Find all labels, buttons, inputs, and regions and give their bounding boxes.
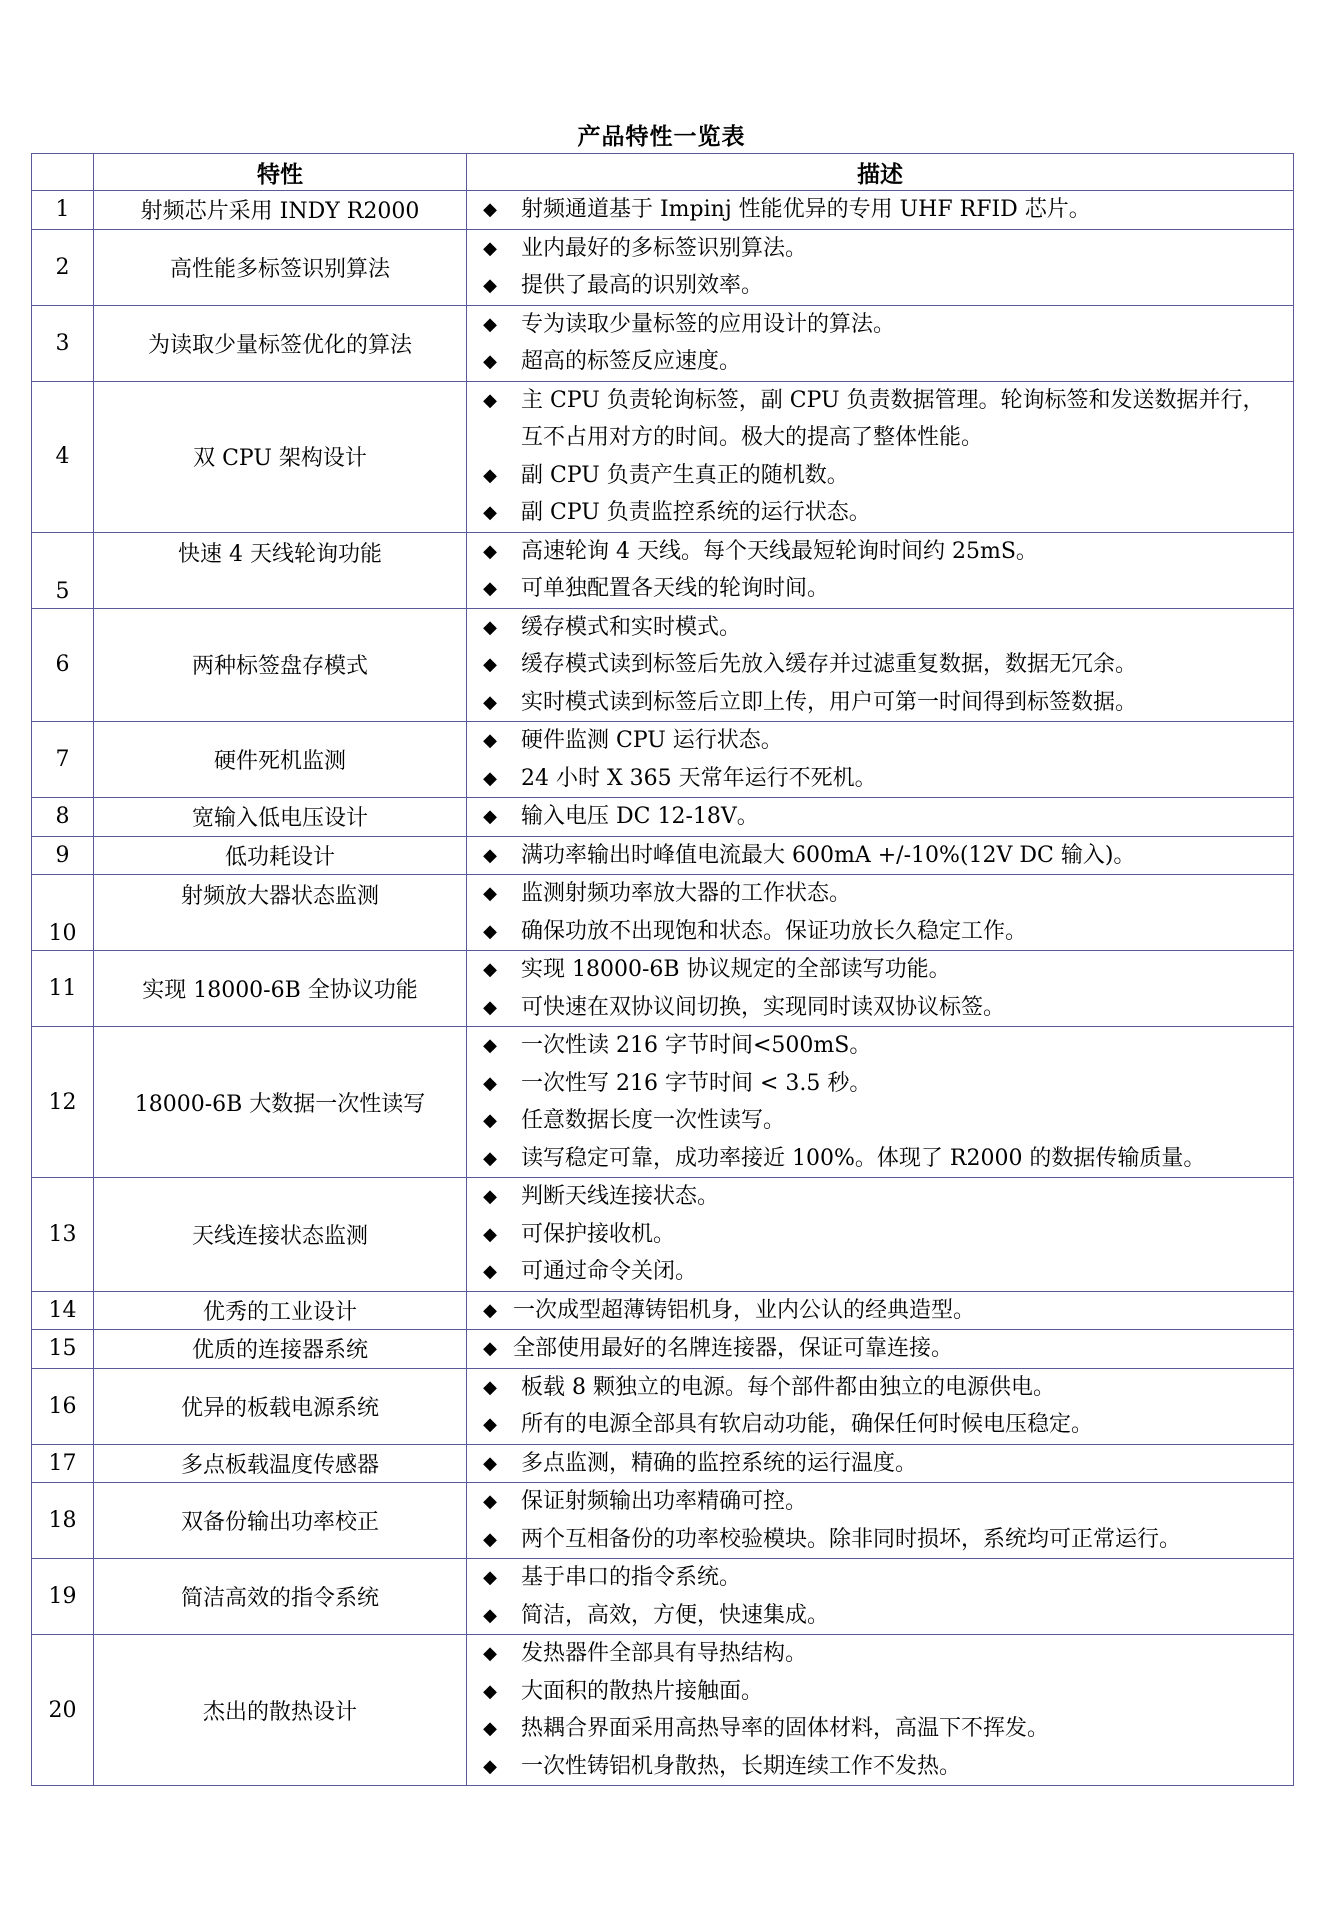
row-number: 1 (32, 191, 94, 230)
description-item (467, 191, 1293, 229)
bullet-diamond-icon: ◆ (483, 1604, 497, 1626)
table-row (32, 1027, 1294, 1178)
bullet-diamond-icon: ◆ (483, 1110, 497, 1131)
description-text: 多点监测，精确的监控系统的运行温度。 (521, 1450, 918, 1476)
description-item (467, 1710, 1293, 1748)
bullet-diamond-icon: ◆ (483, 1680, 497, 1702)
feature-cell: 18000-6B 大数据一次性读写 (94, 1027, 467, 1178)
table-row (32, 305, 1294, 381)
row-number: 15 (32, 1330, 94, 1369)
bullet-diamond-icon: ◆ (483, 1567, 497, 1588)
description-text: 保证射频输出功率精确可控。 (521, 1489, 808, 1514)
description-item (467, 267, 1293, 305)
description-text: 可单独配置各天线的轮询时间。 (521, 576, 830, 601)
description-item (467, 646, 1293, 684)
description-item (467, 1027, 1293, 1065)
feature-cell: 简洁高效的指令系统 (94, 1559, 467, 1635)
description-text: 板载 8 颗独立的电源。每个部件都由独立的电源供电。 (521, 1374, 1055, 1400)
bullet-diamond-icon: ◆ (483, 540, 497, 562)
header-number (32, 154, 94, 191)
feature-cell: 双备份输出功率校正 (94, 1483, 467, 1559)
bullet-diamond-icon: ◆ (483, 616, 497, 638)
description-cell (467, 1330, 1294, 1369)
description-text: 主 CPU 负责轮询标签，副 CPU 负责数据管理。轮询标签和发送数据并行，互不占用对方的时间。极大的提高了整体性能。 (521, 387, 1265, 450)
bullet-diamond-icon: ◆ (483, 1338, 497, 1359)
description-text: 全部使用最好的名牌连接器，保证可靠连接。 (513, 1336, 954, 1361)
description-item (467, 875, 1293, 913)
feature-cell: 宽输入低电压设计 (94, 798, 467, 837)
description-item (467, 1406, 1293, 1444)
description-item (467, 306, 1293, 344)
feature-cell: 双 CPU 架构设计 (94, 381, 467, 532)
bullet-diamond-icon: ◆ (483, 199, 497, 220)
table-row (32, 381, 1294, 532)
description-text: 缓存模式读到标签后先放入缓存并过滤重复数据，数据无冗余。 (521, 652, 1138, 677)
bullet-diamond-icon: ◆ (483, 920, 497, 942)
feature-cell: 多点板载温度传感器 (94, 1444, 467, 1483)
description-cell (467, 1444, 1294, 1483)
table-row (32, 1483, 1294, 1559)
description-text: 可快速在双协议间切换，实现同时读双协议标签。 (521, 994, 1006, 1020)
description-item (467, 1445, 1293, 1483)
description-item (467, 1483, 1293, 1521)
description-text: 业内最好的多标签识别算法。 (521, 235, 808, 261)
row-number: 8 (32, 798, 94, 837)
row-number: 5 (32, 532, 94, 608)
description-item (467, 989, 1293, 1027)
description-text: 所有的电源全部具有软启动功能，确保任何时候电压稳定。 (521, 1412, 1094, 1437)
description-text: 一次成型超薄铸铝机身，业内公认的经典造型。 (513, 1297, 976, 1323)
description-item (467, 1216, 1293, 1254)
table-row (32, 1444, 1294, 1483)
description-cell (467, 532, 1294, 608)
row-number: 16 (32, 1368, 94, 1444)
bullet-diamond-icon: ◆ (483, 1643, 497, 1664)
description-cell (467, 1178, 1294, 1292)
description-text: 实现 18000-6B 协议规定的全部读写功能。 (521, 957, 951, 982)
table-row (32, 951, 1294, 1027)
feature-cell: 射频芯片采用 INDY R2000 (94, 191, 467, 230)
table-row (32, 1291, 1294, 1330)
bullet-diamond-icon: ◆ (483, 1452, 497, 1474)
feature-cell: 优秀的工业设计 (94, 1291, 467, 1330)
bullet-diamond-icon: ◆ (483, 1186, 497, 1207)
description-item (467, 457, 1293, 495)
row-number: 10 (32, 875, 94, 951)
table-row (32, 1635, 1294, 1786)
row-number: 19 (32, 1559, 94, 1635)
description-text: 判断天线连接状态。 (521, 1184, 720, 1209)
description-text: 简洁，高效，方便，快速集成。 (521, 1602, 830, 1628)
row-number: 9 (32, 836, 94, 875)
description-text: 可通过命令关闭。 (521, 1259, 698, 1284)
bullet-diamond-icon: ◆ (483, 1223, 497, 1245)
row-number: 11 (32, 951, 94, 1027)
description-text: 一次性读 216 字节时间<500mS。 (521, 1033, 872, 1058)
description-text: 超高的标签反应速度。 (521, 349, 742, 374)
description-item (467, 798, 1293, 836)
description-text: 可保护接收机。 (521, 1221, 676, 1247)
description-cell (467, 1483, 1294, 1559)
description-cell (467, 608, 1294, 722)
bullet-diamond-icon: ◆ (483, 1755, 497, 1777)
description-item (467, 1597, 1293, 1635)
feature-cell: 硬件死机监测 (94, 722, 467, 798)
table-row (32, 608, 1294, 722)
description-item (467, 1140, 1293, 1178)
description-item (467, 951, 1293, 989)
bullet-diamond-icon: ◆ (483, 1491, 497, 1512)
bullet-diamond-icon: ◆ (483, 464, 497, 486)
description-item (467, 1292, 1293, 1330)
feature-cell: 两种标签盘存模式 (94, 608, 467, 722)
description-cell (467, 191, 1294, 230)
description-item (467, 494, 1293, 532)
description-item (467, 1369, 1293, 1407)
row-number: 3 (32, 305, 94, 381)
description-text: 确保功放不出现饱和状态。保证功放长久稳定工作。 (521, 918, 1028, 944)
table-row (32, 836, 1294, 875)
row-number: 17 (32, 1444, 94, 1483)
row-number: 2 (32, 229, 94, 305)
table-row (32, 229, 1294, 305)
description-text: 实时模式读到标签后立即上传，用户可第一时间得到标签数据。 (521, 689, 1138, 715)
description-text: 高速轮询 4 天线。每个天线最短轮询时间约 25mS。 (521, 538, 1038, 564)
description-cell (467, 722, 1294, 798)
feature-cell: 低功耗设计 (94, 836, 467, 875)
bullet-diamond-icon: ◆ (483, 844, 497, 866)
bullet-diamond-icon: ◆ (483, 389, 497, 411)
bullet-diamond-icon: ◆ (483, 730, 497, 751)
description-item (467, 1635, 1293, 1673)
bullet-diamond-icon: ◆ (483, 351, 497, 372)
table-row (32, 191, 1294, 230)
description-item (467, 1102, 1293, 1140)
description-item (467, 1178, 1293, 1216)
table-row (32, 875, 1294, 951)
description-cell (467, 1368, 1294, 1444)
table-row (32, 1368, 1294, 1444)
description-cell (467, 229, 1294, 305)
description-item (467, 343, 1293, 381)
description-cell (467, 1635, 1294, 1786)
table-row (32, 722, 1294, 798)
description-text: 一次性铸铝机身散热，长期连续工作不发热。 (521, 1753, 962, 1779)
description-item (467, 533, 1293, 571)
bullet-diamond-icon: ◆ (483, 1035, 497, 1056)
description-text: 缓存模式和实时模式。 (521, 614, 742, 640)
table-header-row (32, 154, 1294, 191)
features-table (31, 153, 1294, 1786)
row-number: 13 (32, 1178, 94, 1292)
bullet-diamond-icon: ◆ (483, 806, 497, 827)
description-cell (467, 875, 1294, 951)
description-cell (467, 305, 1294, 381)
row-number: 6 (32, 608, 94, 722)
description-item (467, 570, 1293, 608)
description-item (467, 913, 1293, 951)
feature-cell: 优质的连接器系统 (94, 1330, 467, 1369)
feature-cell: 天线连接状态监测 (94, 1178, 467, 1292)
bullet-diamond-icon: ◆ (483, 1528, 497, 1550)
description-cell (467, 1291, 1294, 1330)
bullet-diamond-icon: ◆ (483, 502, 497, 523)
description-item (467, 1330, 1293, 1368)
description-text: 专为读取少量标签的应用设计的算法。 (521, 311, 896, 337)
description-item (467, 230, 1293, 268)
description-item (467, 1065, 1293, 1103)
bullet-diamond-icon: ◆ (483, 313, 497, 335)
description-item (467, 1748, 1293, 1786)
bullet-diamond-icon: ◆ (483, 959, 497, 980)
row-number: 4 (32, 381, 94, 532)
description-text: 一次性写 216 字节时间 < 3.5 秒。 (521, 1070, 872, 1096)
bullet-diamond-icon: ◆ (483, 654, 497, 675)
header-feature: 特性 (94, 154, 467, 191)
bullet-diamond-icon: ◆ (483, 1299, 497, 1321)
table-row (32, 1178, 1294, 1292)
description-cell (467, 1027, 1294, 1178)
feature-cell: 为读取少量标签优化的算法 (94, 305, 467, 381)
bullet-diamond-icon: ◆ (483, 691, 497, 713)
description-cell (467, 951, 1294, 1027)
description-text: 硬件监测 CPU 运行状态。 (521, 728, 783, 753)
description-item (467, 609, 1293, 647)
bullet-diamond-icon: ◆ (483, 996, 497, 1018)
description-text: 副 CPU 负责产生真正的随机数。 (521, 462, 849, 488)
table-row (32, 798, 1294, 837)
description-text: 发热器件全部具有导热结构。 (521, 1641, 808, 1666)
feature-cell: 高性能多标签识别算法 (94, 229, 467, 305)
feature-cell: 射频放大器状态监测 (94, 875, 467, 951)
description-text: 满功率输出时峰值电流最大 600mA +/-10%(12V DC 输入)。 (521, 842, 1136, 868)
bullet-diamond-icon: ◆ (483, 1072, 497, 1094)
feature-cell: 快速 4 天线轮询功能 (94, 532, 467, 608)
description-item (467, 837, 1293, 875)
description-item (467, 684, 1293, 722)
header-description: 描述 (467, 154, 1294, 191)
description-cell (467, 381, 1294, 532)
feature-cell: 实现 18000-6B 全协议功能 (94, 951, 467, 1027)
description-text: 射频通道基于 Impinj 性能优异的专用 UHF RFID 芯片。 (521, 197, 1091, 222)
page-title: 产品特性一览表 (577, 123, 746, 150)
description-cell (467, 1559, 1294, 1635)
description-text: 两个互相备份的功率校验模块。除非同时损坏，系统均可正常运行。 (521, 1526, 1182, 1552)
description-item (467, 1521, 1293, 1559)
description-text: 输入电压 DC 12-18V。 (521, 804, 759, 829)
description-text: 副 CPU 负责监控系统的运行状态。 (521, 500, 871, 525)
bullet-diamond-icon: ◆ (483, 1261, 497, 1282)
table-row (32, 1330, 1294, 1369)
description-text: 24 小时 X 365 天常年运行不死机。 (521, 765, 877, 791)
bullet-diamond-icon: ◆ (483, 1718, 497, 1739)
row-number: 12 (32, 1027, 94, 1178)
description-cell (467, 836, 1294, 875)
table-row (32, 532, 1294, 608)
bullet-diamond-icon: ◆ (483, 1376, 497, 1398)
bullet-diamond-icon: ◆ (483, 1414, 497, 1435)
description-text: 任意数据长度一次性读写。 (521, 1108, 786, 1133)
description-item (467, 1253, 1293, 1291)
description-text: 热耦合界面采用高热导率的固体材料，高温下不挥发。 (521, 1716, 1050, 1741)
bullet-diamond-icon: ◆ (483, 578, 497, 599)
row-number: 18 (32, 1483, 94, 1559)
bullet-diamond-icon: ◆ (483, 1147, 497, 1169)
description-item (467, 1559, 1293, 1597)
bullet-diamond-icon: ◆ (483, 275, 497, 296)
feature-cell: 杰出的散热设计 (94, 1635, 467, 1786)
table-row (32, 1559, 1294, 1635)
description-text: 读写稳定可靠，成功率接近 100%。体现了 R2000 的数据传输质量。 (521, 1145, 1206, 1171)
row-number: 7 (32, 722, 94, 798)
bullet-diamond-icon: ◆ (483, 767, 497, 789)
description-item (467, 722, 1293, 760)
row-number: 14 (32, 1291, 94, 1330)
description-item (467, 382, 1293, 457)
description-cell (467, 798, 1294, 837)
description-item (467, 760, 1293, 798)
description-text: 监测射频功率放大器的工作状态。 (521, 881, 852, 906)
row-number: 20 (32, 1635, 94, 1786)
description-text: 大面积的散热片接触面。 (521, 1678, 764, 1704)
description-item (467, 1673, 1293, 1711)
bullet-diamond-icon: ◆ (483, 883, 497, 904)
description-text: 提供了最高的识别效率。 (521, 273, 764, 298)
description-text: 基于串口的指令系统。 (521, 1565, 742, 1590)
bullet-diamond-icon: ◆ (483, 237, 497, 259)
feature-cell: 优异的板载电源系统 (94, 1368, 467, 1444)
